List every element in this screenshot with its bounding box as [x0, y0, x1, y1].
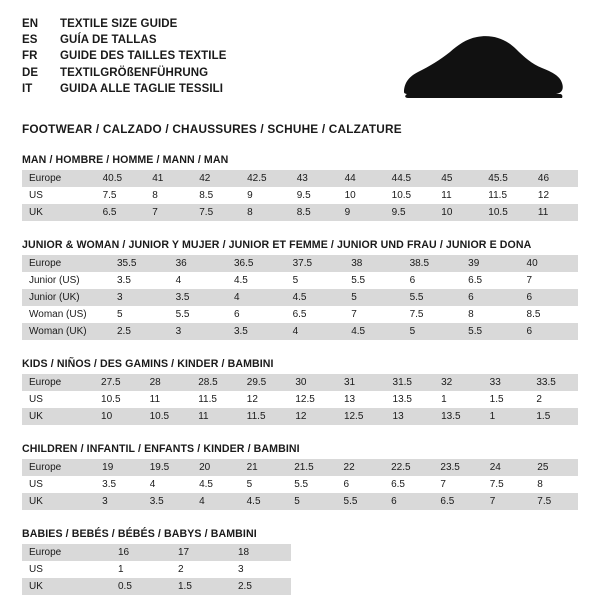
size-cell: 13.5	[386, 391, 435, 408]
language-row	[22, 16, 227, 32]
size-cell: 13.5	[434, 408, 483, 425]
size-cell: 4.5	[240, 493, 288, 510]
size-block-title: KIDS / NIÑOS / DES GAMINS / KINDER / BAMBINI	[22, 358, 274, 370]
size-cell: 6.5	[286, 306, 345, 323]
table-row	[22, 306, 578, 323]
size-cell: 3.5	[169, 289, 227, 306]
size-cell: 7	[433, 476, 482, 493]
size-cell: 9	[240, 187, 290, 204]
size-cell: 5	[286, 272, 345, 289]
size-cell: 6	[520, 323, 578, 340]
size-cell: 4	[227, 289, 286, 306]
size-cell: 6	[384, 493, 433, 510]
row-label: Junior (US)	[22, 272, 110, 289]
size-cell: 4.5	[227, 272, 286, 289]
size-cell: 27.5	[94, 374, 143, 391]
size-cell: 33	[483, 374, 530, 391]
size-cell: 7.5	[96, 187, 146, 204]
size-table	[22, 459, 578, 510]
size-cell: 6	[227, 306, 286, 323]
size-cell: 8.5	[520, 306, 578, 323]
size-table	[22, 170, 578, 221]
language-title: TEXTILE SIZE GUIDE	[60, 18, 178, 30]
size-cell: 5.5	[169, 306, 227, 323]
table-row	[22, 374, 578, 391]
language-title: GUIDE DES TAILLES TEXTILE	[60, 50, 227, 63]
size-cell: 9	[338, 204, 385, 221]
size-cell: 30	[288, 374, 337, 391]
size-cell: 23.5	[433, 459, 482, 476]
size-cell: 6.5	[384, 476, 433, 493]
size-cell: 24	[483, 459, 531, 476]
size-cell: 7.5	[530, 493, 578, 510]
row-label: UK	[22, 493, 95, 510]
size-cell: 10.5	[143, 408, 192, 425]
size-cell: 3	[169, 323, 227, 340]
size-cell: 4.5	[192, 476, 240, 493]
size-cell: 9.5	[385, 204, 435, 221]
size-cell: 3.5	[95, 476, 143, 493]
size-cell: 5	[344, 289, 402, 306]
size-cell: 5	[240, 476, 288, 493]
size-cell: 12	[531, 187, 578, 204]
size-cell: 8	[240, 204, 290, 221]
language-code: IT	[22, 82, 33, 95]
size-tables-container	[22, 154, 578, 595]
row-label: US	[22, 476, 95, 493]
table-row	[22, 323, 578, 340]
size-cell: 8	[145, 187, 192, 204]
document-header	[22, 16, 578, 106]
language-code: FR	[22, 50, 38, 63]
size-cell: 18	[231, 544, 291, 561]
size-cell: 39	[461, 255, 519, 272]
size-cell: 12.5	[337, 408, 386, 425]
table-row	[22, 459, 578, 476]
language-title-list	[22, 16, 227, 97]
size-cell: 4	[143, 476, 192, 493]
language-row	[22, 32, 227, 48]
row-label: Europe	[22, 170, 96, 187]
size-cell: 43	[290, 170, 338, 187]
size-cell: 21	[240, 459, 288, 476]
size-block	[22, 358, 578, 425]
size-cell: 2	[171, 561, 231, 578]
table-row	[22, 187, 578, 204]
size-cell: 1.5	[483, 391, 530, 408]
size-cell: 10.5	[385, 187, 435, 204]
language-code: EN	[22, 18, 39, 30]
size-cell: 8.5	[192, 187, 240, 204]
size-cell: 6.5	[96, 204, 146, 221]
size-cell: 5	[110, 306, 169, 323]
size-cell: 7	[483, 493, 531, 510]
table-row	[22, 544, 291, 561]
size-cell: 4	[192, 493, 240, 510]
size-cell: 7	[145, 204, 192, 221]
size-block	[22, 528, 578, 595]
size-cell: 7.5	[403, 306, 462, 323]
size-cell: 5.5	[344, 272, 402, 289]
size-table	[22, 374, 578, 425]
size-cell: 9.5	[290, 187, 338, 204]
row-label: US	[22, 561, 111, 578]
size-cell: 25	[530, 459, 578, 476]
size-cell: 13	[337, 391, 386, 408]
size-cell: 10.5	[94, 391, 143, 408]
language-title: TEXTILGRÖßENFÜHRUNG	[60, 66, 209, 79]
size-cell: 11	[191, 408, 240, 425]
table-row	[22, 476, 578, 493]
table-row	[22, 204, 578, 221]
size-cell: 8	[461, 306, 519, 323]
size-block	[22, 239, 578, 340]
language-code: ES	[22, 34, 38, 47]
language-row	[22, 81, 227, 97]
size-cell: 6	[520, 289, 578, 306]
size-cell: 7	[520, 272, 578, 289]
size-cell: 21.5	[287, 459, 336, 476]
size-cell: 6.5	[461, 272, 519, 289]
size-cell: 19	[95, 459, 143, 476]
size-cell: 35.5	[110, 255, 169, 272]
size-cell: 45	[434, 170, 481, 187]
size-cell: 7.5	[192, 204, 240, 221]
language-title: GUÍA DE TALLAS	[60, 34, 157, 47]
size-cell: 3	[95, 493, 143, 510]
size-cell: 7.5	[483, 476, 531, 493]
size-block-title: MAN / HOMBRE / HOMME / MANN / MAN	[22, 154, 229, 166]
size-cell: 28.5	[191, 374, 240, 391]
size-cell: 11.5	[481, 187, 531, 204]
size-cell: 31.5	[386, 374, 435, 391]
table-row	[22, 289, 578, 306]
size-cell: 11	[434, 187, 481, 204]
size-cell: 29.5	[240, 374, 289, 391]
size-cell: 10	[94, 408, 143, 425]
size-cell: 22	[337, 459, 385, 476]
size-cell: 42.5	[240, 170, 290, 187]
size-block-title: CHILDREN / INFANTIL / ENFANTS / KINDER / BAMBINI	[22, 443, 300, 455]
size-cell: 19.5	[143, 459, 192, 476]
size-cell: 3.5	[110, 272, 169, 289]
table-row	[22, 255, 578, 272]
size-cell: 5.5	[287, 476, 336, 493]
size-cell: 1	[111, 561, 171, 578]
row-label: US	[22, 187, 96, 204]
language-row	[22, 48, 227, 64]
size-cell: 5	[403, 323, 462, 340]
size-cell: 3	[110, 289, 169, 306]
size-block-title: JUNIOR & WOMAN / JUNIOR Y MUJER / JUNIOR ET FEMME / JUNIOR UND FRAU / JUNIOR E DONA	[22, 239, 532, 251]
size-block	[22, 154, 578, 221]
size-cell: 40	[520, 255, 578, 272]
size-cell: 42	[192, 170, 240, 187]
table-row	[22, 493, 578, 510]
row-label: UK	[22, 408, 94, 425]
size-block-title: BABIES / BEBÉS / BÉBÉS / BABYS / BAMBINI	[22, 528, 257, 540]
size-cell: 31	[337, 374, 386, 391]
size-cell: 17	[171, 544, 231, 561]
table-row	[22, 272, 578, 289]
size-cell: 0.5	[111, 578, 171, 595]
size-cell: 38	[344, 255, 402, 272]
size-cell: 2	[529, 391, 578, 408]
size-table	[22, 544, 291, 595]
size-cell: 32	[434, 374, 483, 391]
table-row	[22, 170, 578, 187]
size-cell: 5.5	[403, 289, 462, 306]
size-cell: 12	[240, 391, 289, 408]
table-row	[22, 561, 291, 578]
size-cell: 4.5	[286, 289, 345, 306]
size-cell: 6	[461, 289, 519, 306]
row-label: Junior (UK)	[22, 289, 110, 306]
table-row	[22, 391, 578, 408]
size-cell: 20	[192, 459, 240, 476]
row-label: Woman (US)	[22, 306, 110, 323]
size-cell: 36	[169, 255, 227, 272]
size-cell: 4	[286, 323, 345, 340]
row-label: Woman (UK)	[22, 323, 110, 340]
size-cell: 38.5	[403, 255, 462, 272]
language-code: DE	[22, 66, 39, 79]
size-cell: 8	[530, 476, 578, 493]
size-cell: 44.5	[385, 170, 435, 187]
size-cell: 40.5	[96, 170, 146, 187]
size-cell: 2.5	[231, 578, 291, 595]
size-cell: 11	[531, 204, 578, 221]
dress-shoe-icon	[374, 30, 564, 106]
row-label: Europe	[22, 255, 110, 272]
size-cell: 11.5	[191, 391, 240, 408]
size-cell: 44	[338, 170, 385, 187]
language-title: GUIDA ALLE TAGLIE TESSILI	[60, 82, 224, 95]
size-cell: 37.5	[286, 255, 345, 272]
size-cell: 6	[337, 476, 385, 493]
size-cell: 7	[344, 306, 402, 323]
size-cell: 10	[338, 187, 385, 204]
size-cell: 4	[169, 272, 227, 289]
size-cell: 1	[434, 391, 483, 408]
table-row	[22, 408, 578, 425]
size-cell: 36.5	[227, 255, 286, 272]
size-cell: 33.5	[529, 374, 578, 391]
size-cell: 1	[483, 408, 530, 425]
size-cell: 5	[287, 493, 336, 510]
table-row	[22, 578, 291, 595]
size-cell: 12	[288, 408, 337, 425]
row-label: Europe	[22, 374, 94, 391]
size-cell: 4.5	[344, 323, 402, 340]
size-cell: 16	[111, 544, 171, 561]
size-block	[22, 443, 578, 510]
size-cell: 1.5	[171, 578, 231, 595]
size-cell: 3.5	[227, 323, 286, 340]
page-title: FOOTWEAR / CALZADO / CHAUSSURES / SCHUHE / CALZATURE	[22, 122, 402, 136]
row-label: UK	[22, 578, 111, 595]
row-label: US	[22, 391, 94, 408]
row-label: UK	[22, 204, 96, 221]
size-cell: 10	[434, 204, 481, 221]
size-cell: 5.5	[337, 493, 385, 510]
size-cell: 2.5	[110, 323, 169, 340]
size-cell: 22.5	[384, 459, 433, 476]
size-cell: 8.5	[290, 204, 338, 221]
size-cell: 46	[531, 170, 578, 187]
size-cell: 1.5	[529, 408, 578, 425]
row-label: Europe	[22, 459, 95, 476]
size-cell: 6	[403, 272, 462, 289]
size-cell: 6.5	[433, 493, 482, 510]
size-cell: 3.5	[143, 493, 192, 510]
language-row	[22, 65, 227, 81]
row-label: Europe	[22, 544, 111, 561]
size-cell: 3	[231, 561, 291, 578]
size-cell: 28	[143, 374, 192, 391]
size-cell: 45.5	[481, 170, 531, 187]
size-cell: 12.5	[288, 391, 337, 408]
size-cell: 5.5	[461, 323, 519, 340]
size-cell: 10.5	[481, 204, 531, 221]
size-cell: 41	[145, 170, 192, 187]
size-cell: 13	[386, 408, 435, 425]
size-table	[22, 255, 578, 340]
size-cell: 11.5	[240, 408, 289, 425]
size-cell: 11	[143, 391, 192, 408]
